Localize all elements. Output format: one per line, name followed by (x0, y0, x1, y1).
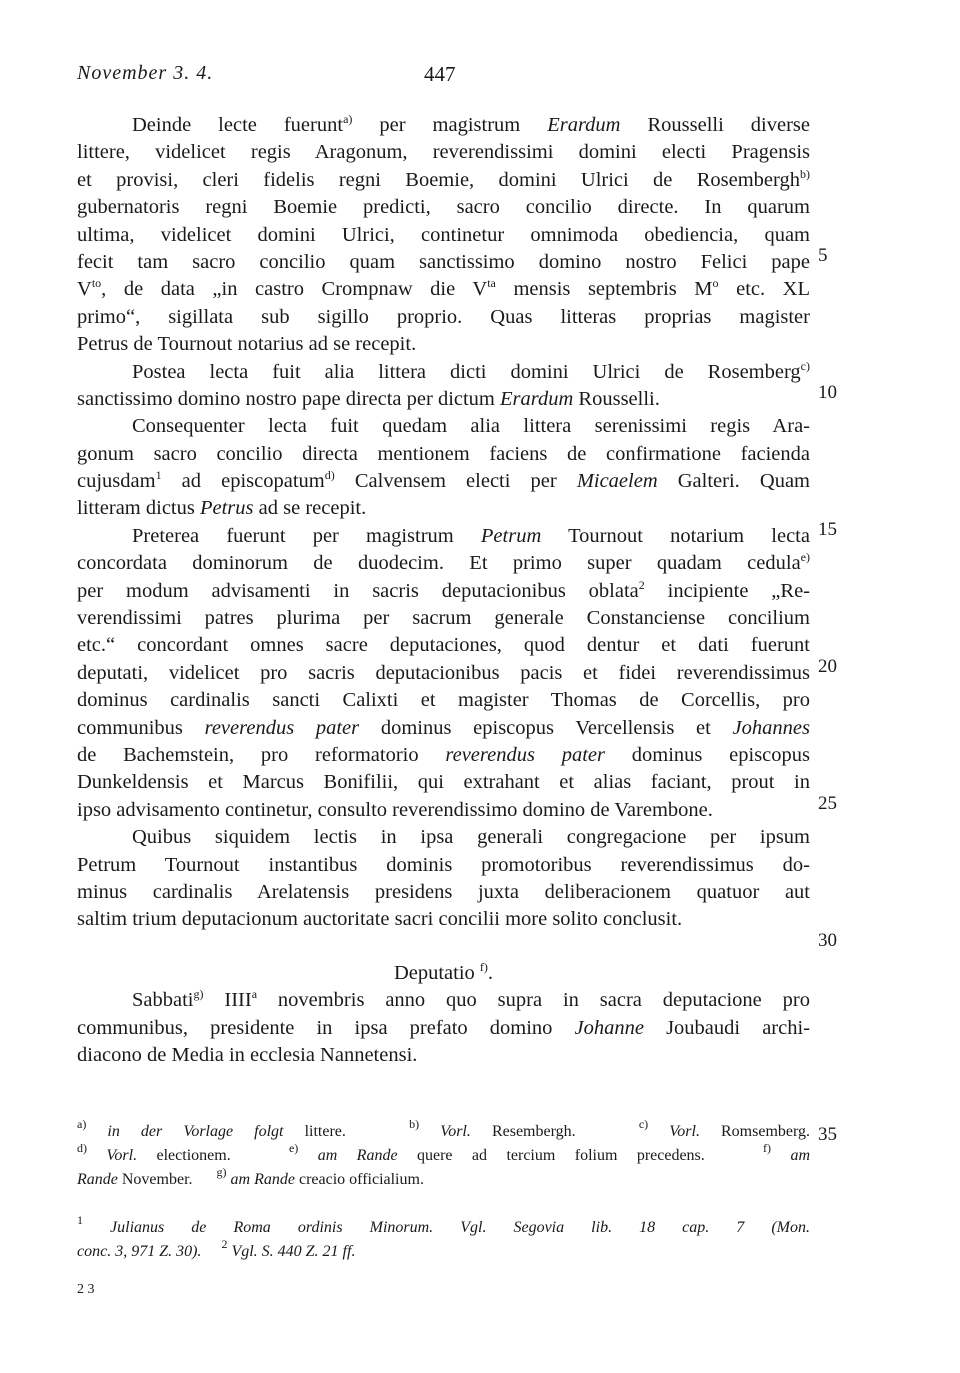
text-line: gonum sacro concilio directa mentionem faciens de confirmatione facienda (77, 442, 810, 465)
line-number-5: 5 (818, 245, 828, 266)
text-line: primo“, sigillata sub sigillo proprio. Quas litteras proprias magister (77, 305, 810, 328)
text-line: Sabbati$^{g)}$ IIII$^a$ novembris anno quo supra in sacra deputacione pro (132, 987, 810, 1012)
text-line: etc.“ concordant omnes sacre deputaciones, quod dentur et dati fuerunt (77, 634, 810, 657)
text-line: Petrum Tournout instantibus dominis promotoribus reverendissimus do- (77, 853, 810, 876)
text-line: minus cardinalis Arelatensis presidens juxta deliberacionem quatuor aut (77, 880, 810, 903)
text-line: ipso advisamento continetur, consulto reverendissimo domino de Varembone. (77, 798, 713, 821)
text-line: littere, videlicet regis Aragonum, reverendissimi domini electi Pragensis (77, 141, 810, 164)
text-line: Petrus de Tournout notarius ad se recepit. (77, 333, 417, 356)
signature-mark: 2 3 (77, 1282, 95, 1297)
apparatus-line: Rande November. $^{g)}$ am Rande creacio officialium. (77, 1165, 424, 1188)
text-line: diacono de Media in ecclesia Nannetensi. (77, 1043, 418, 1066)
line-number-25: 25 (818, 793, 837, 814)
main-text (77, 112, 810, 1069)
apparatus-line: $^{a)}$ in der Vorlage folgt littere. $^{b)}$ Vorl. Resembergh. $^{c)}$ Vorl. Romsemberg. (77, 1117, 811, 1140)
footnote-1: $^1$ Julianus de Roma ordinis Minorum. Vgl. Segovia lib. 18 cap. 7 (Mon. (77, 1213, 811, 1236)
line-number-15: 15 (818, 519, 837, 540)
text-line: gubernatoris regni Boemie predicti, sacro concilio directe. In quarum (77, 196, 810, 219)
line-number-30: 30 (818, 930, 837, 951)
text-line: deputati, videlicet pro sacris deputacionibus pacis et fidei reverendissimus (77, 661, 810, 684)
line-number-35: 35 (818, 1124, 837, 1145)
text-line: Consequenter lecta fuit quedam alia littera serenissimi regis Ara- (132, 415, 810, 438)
text-line: ultima, videlicet domini Ulrici, continetur omnimoda obediencia, quam (77, 223, 810, 246)
text-line: Dunkeldensis et Marcus Bonifilii, qui extrahant et alias faciant, prout in (77, 771, 810, 794)
text-line: Postea lecta fuit alia littera dicti domini Ulrici de Rosemberg$^{c)}$ (132, 358, 810, 383)
text-line: fecit tam sacro concilio quam sanctissimo domino nostro Felici pape (77, 250, 810, 273)
text-line: et provisi, cleri fidelis regni Boemie, domini Ulrici de Rosembergh$^{b)}$ (77, 166, 810, 191)
text-line: Preterea fuerunt per magistrum Petrum Tournout notarium lecta (132, 524, 810, 547)
section-heading: Deputatio $^{f)}$. (393, 959, 494, 984)
text-line: Quibus siquidem lectis in ipsa generali congregacione per ipsum (132, 826, 810, 849)
line-number-20: 20 (818, 656, 837, 677)
text-line: verendissimi patres plurima per sacrum generale Constanciense concilium (77, 607, 810, 630)
running-header-date: November 3. 4. (77, 62, 214, 84)
text-line: concordata dominorum de duodecim. Et primo super quadam cedula$^{e)}$ (77, 550, 810, 575)
apparatus-line: $^{d)}$ Vorl. electionem. $^{e)}$ am Rande quere ad tercium folium precedens. $^{f)}$ am (77, 1141, 811, 1164)
text-line: litteram dictus Petrus ad se recepit. (77, 497, 367, 520)
text-line: cujusdam$^1$ ad episcopatum$^{d)}$ Calvensem electi per Micaelem Galteri. Quam (77, 468, 810, 493)
text-line: saltim trium deputacionum auctoritate sacri concilii more solito conclusit. (77, 908, 683, 931)
text-line: communibus reverendus pater dominus episcopus Vercellensis et Johannes (77, 716, 810, 739)
page-number: 447 (424, 62, 456, 86)
text-line: de Bachemstein, pro reformatorio reverendus pater dominus episcopus (77, 743, 810, 766)
line-number-10: 10 (818, 382, 837, 403)
text-line: dominus cardinalis sancti Calixti et magister Thomas de Corcellis, pro (77, 689, 810, 712)
text-line: sanctissimo domino nostro pape directa per dictum Erardum Rousselli. (77, 387, 660, 410)
critical-apparatus (77, 1117, 811, 1192)
text-line: per modum advisamenti in sacris deputacionibus oblata$^2$ incipiente „Re- (77, 577, 810, 602)
text-line: communibus, presidente in ipsa prefato domino Johanne Joubaudi archi- (77, 1016, 810, 1039)
text-line: Deinde lecte fuerunt$^{a)}$ per magistrum Erardum Rousselli diverse (132, 112, 810, 136)
text-line: $V^{to}$, de data „in castro Crompnaw die $V^{ta}$ mensis septembris $M^o$ etc. XL (77, 276, 810, 301)
footnotes (77, 1213, 811, 1264)
footnote-1-cont: conc. 3, 971 Z. 30). $^2$ Vgl. S. 440 Z. 21 ff. (77, 1237, 356, 1260)
